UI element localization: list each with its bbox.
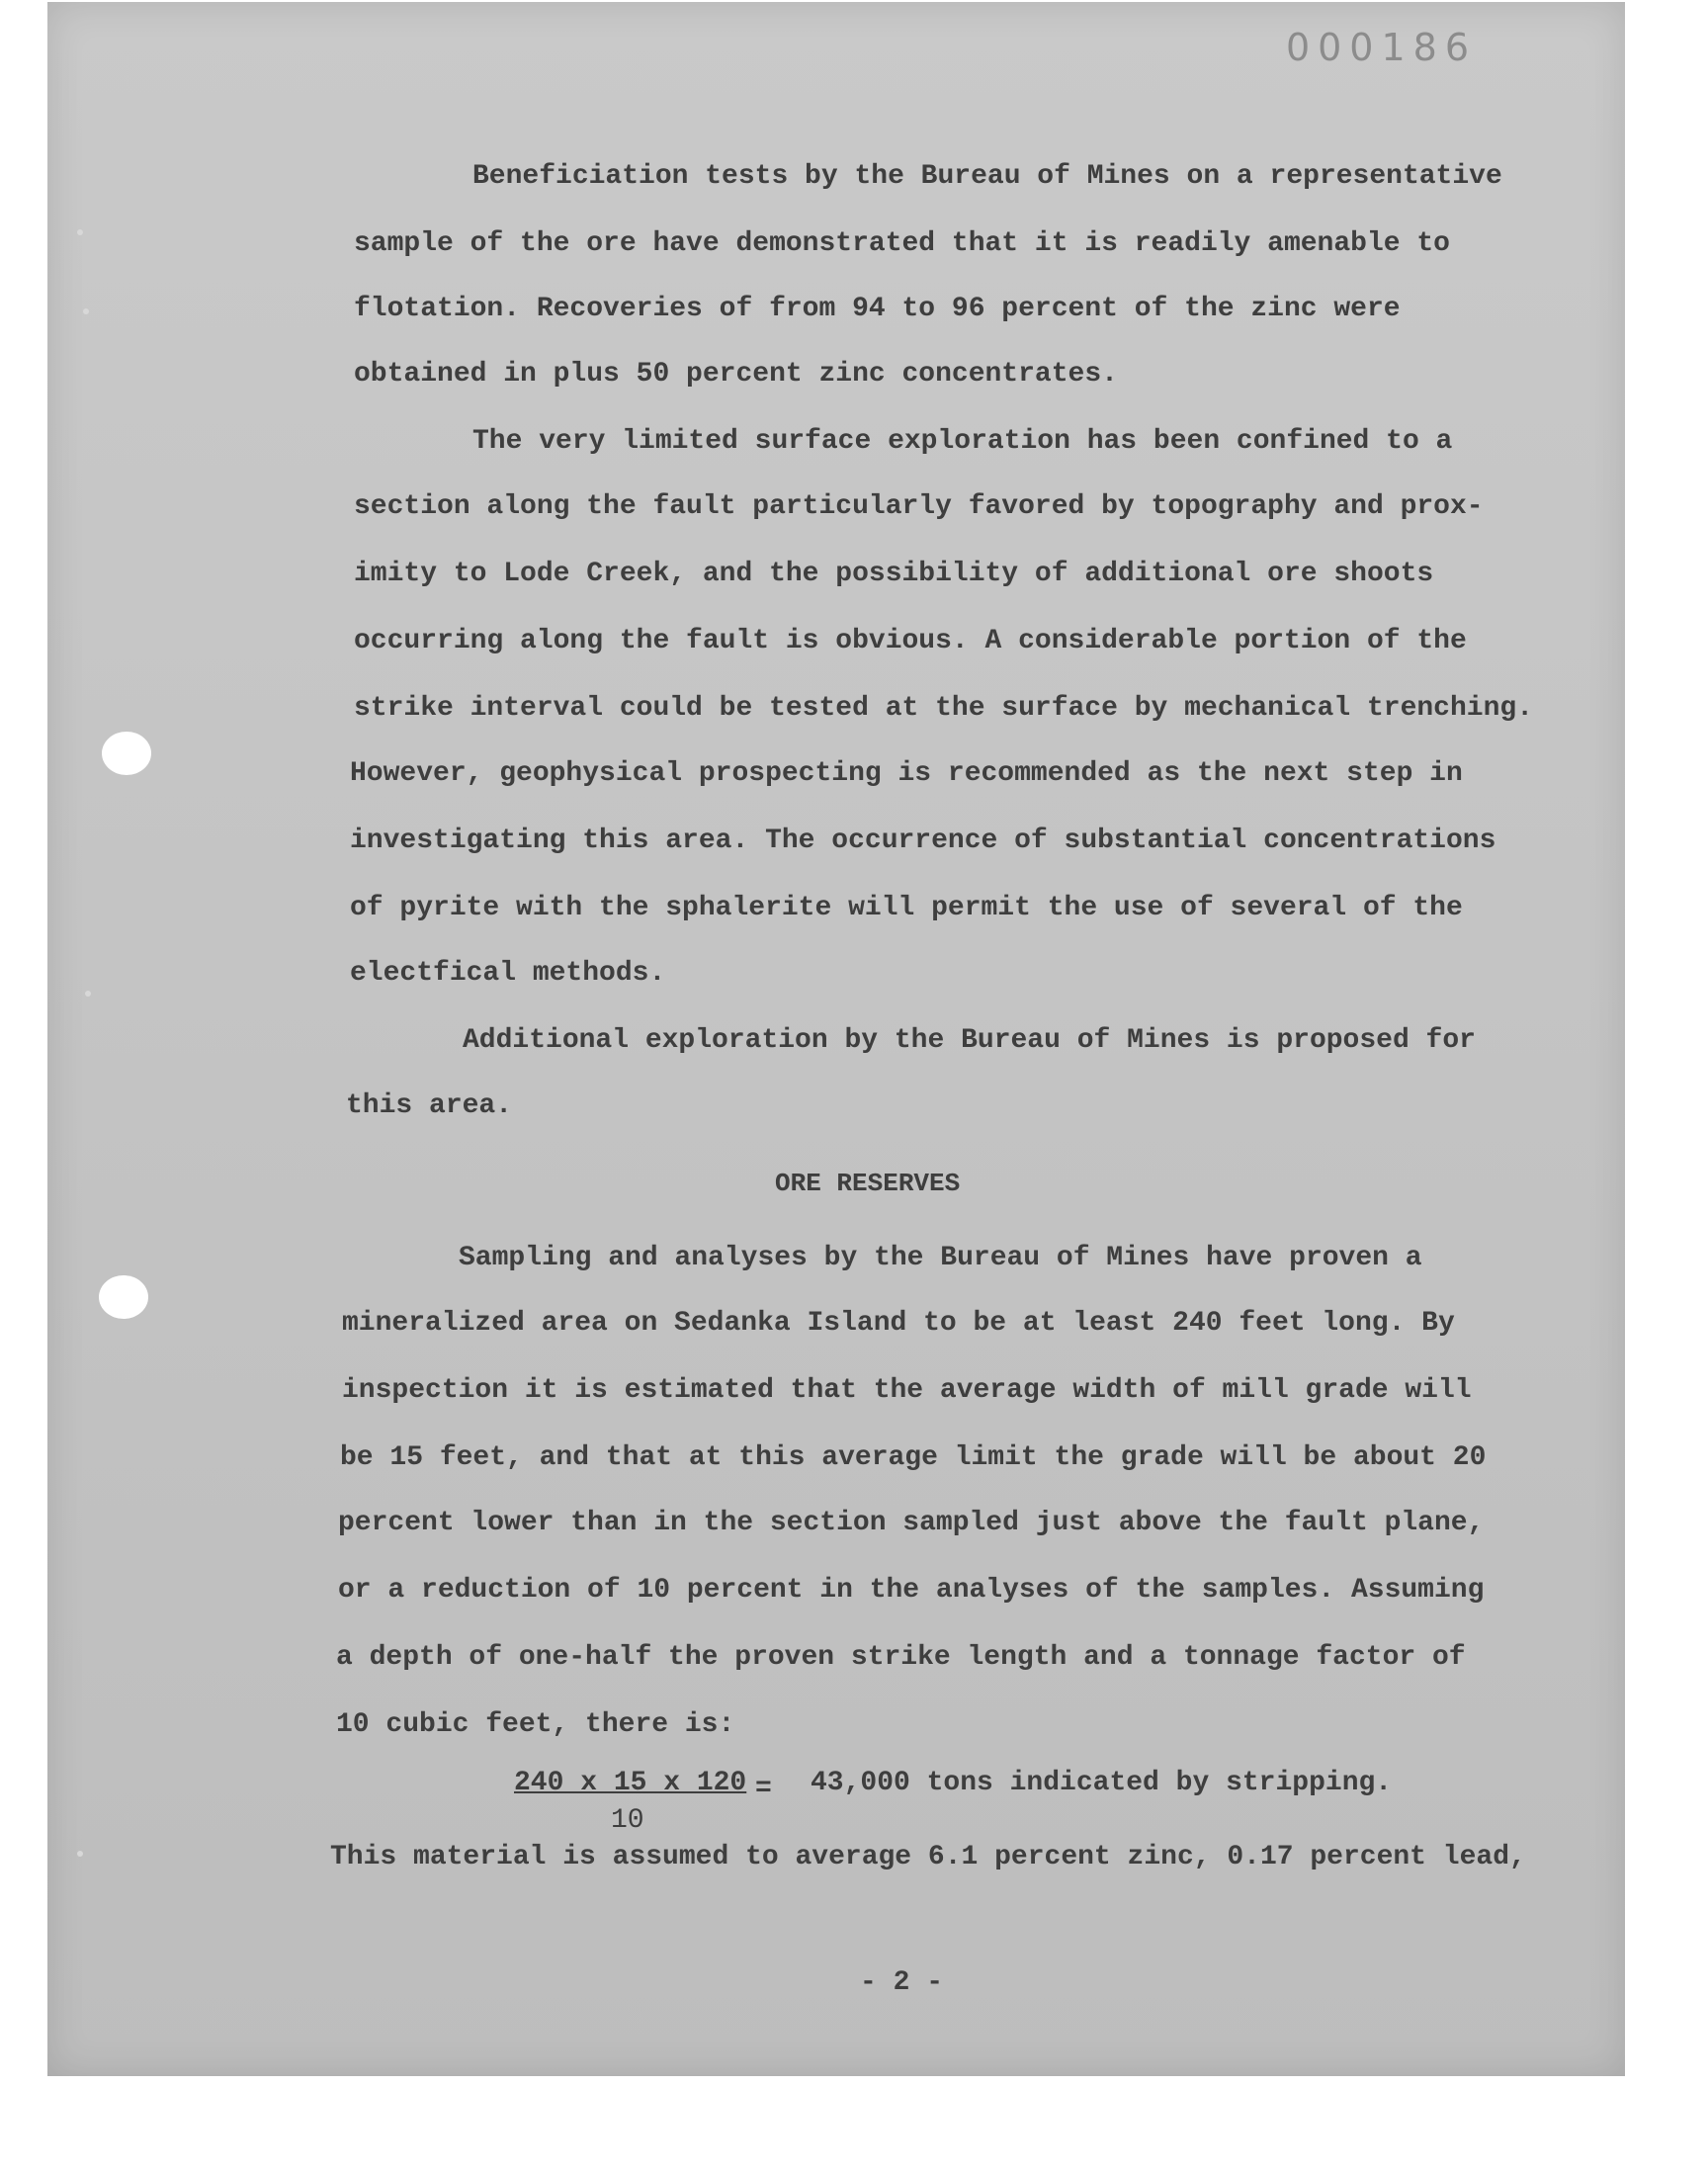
- punch-hole: [99, 1275, 148, 1319]
- document-page: [47, 2, 1625, 2076]
- text-line: sample of the ore have demonstrated that it is readily amenable to: [354, 228, 1450, 259]
- text-line: strike interval could be tested at the surface by mechanical trenching.: [354, 693, 1533, 724]
- text-line: investigating this area. The occurrence of substantial concentrations: [350, 826, 1496, 856]
- text-line: Sampling and analyses by the Bureau of Mines have proven a: [459, 1243, 1422, 1273]
- text-line: obtained in plus 50 percent zinc concentrates.: [354, 359, 1118, 390]
- text-line: or a reduction of 10 percent in the analyses of the samples. Assuming: [338, 1575, 1485, 1606]
- text-line: inspection it is estimated that the average width of mill grade will: [342, 1375, 1472, 1406]
- paper-speck: [85, 991, 91, 997]
- text-line: mineralized area on Sedanka Island to be at least 240 feet long. By: [342, 1308, 1455, 1339]
- text-line: 10 cubic feet, there is:: [336, 1709, 735, 1740]
- text-line: This material is assumed to average 6.1 percent zinc, 0.17 percent lead,: [330, 1842, 1526, 1872]
- formula-result: 43,000 tons indicated by stripping.: [811, 1768, 1393, 1798]
- page-number: - 2 -: [860, 1967, 944, 1998]
- text-line: this area.: [346, 1090, 513, 1121]
- text-line: section along the fault particularly favored by topography and prox-: [354, 491, 1484, 522]
- text-line: Beneficiation tests by the Bureau of Mines on a representative: [472, 161, 1502, 192]
- text-line: However, geophysical prospecting is recommended as the next step in: [350, 758, 1463, 789]
- text-line: imity to Lode Creek, and the possibility of additional ore shoots: [354, 559, 1434, 589]
- paper-speck: [77, 1851, 83, 1857]
- text-line: of pyrite with the sphalerite will permit the use of several of the: [350, 893, 1463, 923]
- text-line: electfical methods.: [350, 958, 666, 989]
- document-number: 000186: [1285, 26, 1477, 69]
- section-heading: ORE RESERVES: [775, 1169, 961, 1198]
- text-line: percent lower than in the section sampled just above the fault plane,: [338, 1508, 1485, 1538]
- formula-equals: =: [755, 1774, 772, 1804]
- text-line: flotation. Recoveries of from 94 to 96 percent of the zinc were: [354, 294, 1401, 324]
- text-line: a depth of one-half the proven strike length and a tonnage factor of: [336, 1642, 1466, 1673]
- text-line: occurring along the fault is obvious. A considerable portion of the: [354, 626, 1467, 656]
- formula-denominator: 10: [611, 1805, 644, 1836]
- text-line: Additional exploration by the Bureau of Mines is proposed for: [463, 1025, 1476, 1056]
- paper-speck: [83, 308, 89, 314]
- formula-numerator: 240 x 15 x 120: [514, 1768, 747, 1798]
- paper-speck: [77, 229, 83, 235]
- text-line: The very limited surface exploration has been confined to a: [472, 426, 1453, 457]
- punch-hole: [102, 732, 151, 775]
- text-line: be 15 feet, and that at this average limit the grade will be about 20: [340, 1442, 1487, 1473]
